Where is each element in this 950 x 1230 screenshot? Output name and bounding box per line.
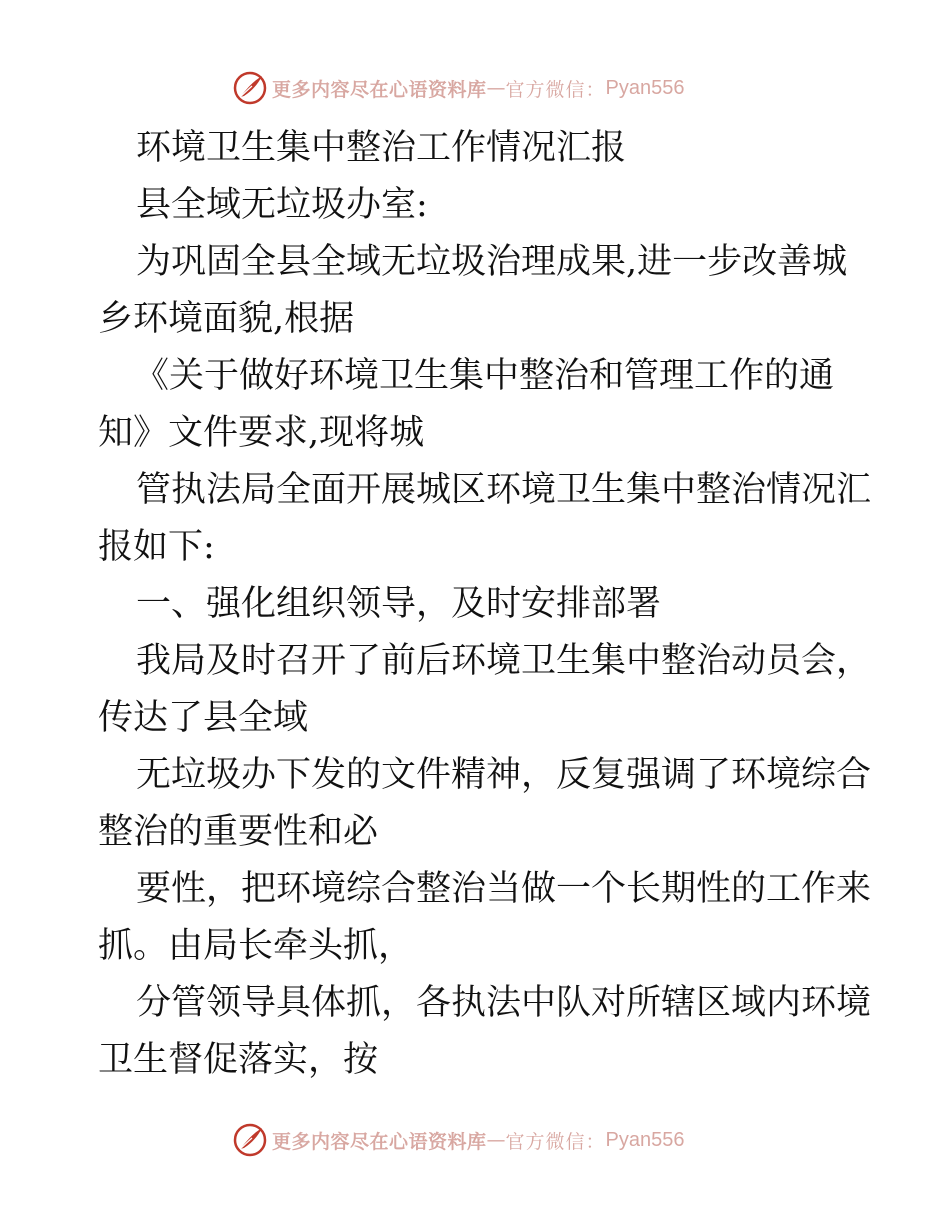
paragraph-line: 为巩固全县全域无垃圾治理成果,进一步改善城: [136, 242, 848, 282]
paragraph-line: 知》文件要求,现将城: [98, 413, 425, 453]
document-addressee: 县全域无垃圾办室:: [136, 185, 428, 225]
watermark-wechat-id: Pyan556: [605, 76, 685, 99]
watermark-separator: —: [486, 1129, 506, 1151]
paragraph-line: 管执法局全面开展城区环境卫生集中整治情况汇: [136, 470, 872, 510]
document-body: [98, 120, 872, 1089]
watermark-wechat-label: 官方微信：: [505, 78, 606, 101]
section-heading: 一、强化组织领导，及时安排部署: [136, 584, 662, 624]
paragraph-line: 整治的重要性和必: [98, 812, 379, 852]
watermark-separator: —: [486, 77, 506, 99]
document-title: 环境卫生集中整治工作情况汇报: [136, 128, 627, 168]
paragraph-line: 抓。由局长牵头抓，: [98, 926, 414, 966]
watermark-brand: 更多内容尽在心语资料库: [272, 78, 487, 101]
watermark-banner-top: [232, 70, 685, 106]
watermark-brand: 更多内容尽在心语资料库: [272, 1130, 487, 1153]
watermark-banner-bottom: [232, 1122, 685, 1158]
watermark-wechat-label: 官方微信：: [505, 1130, 606, 1153]
paragraph-line: 传达了县全域: [98, 698, 309, 738]
feather-pen-icon: [232, 1122, 268, 1158]
paragraph-line: 乡环境面貌,根据: [98, 299, 355, 339]
paragraph-line: 无垃圾办下发的文件精神，反复强调了环境综合: [136, 755, 872, 795]
feather-pen-icon: [232, 70, 268, 106]
paragraph-line: 要性，把环境综合整治当做一个长期性的工作来: [136, 869, 872, 909]
paragraph-line: 我局及时召开了前后环境卫生集中整治动员会，: [136, 641, 872, 681]
paragraph-line: 《关于做好环境卫生集中整治和管理工作的通: [134, 356, 835, 396]
watermark-wechat-id: Pyan556: [605, 1128, 685, 1151]
paragraph-line: 报如下:: [98, 527, 215, 567]
paragraph-line: 分管领导具体抓，各执法中队对所辖区域内环境: [136, 983, 872, 1023]
paragraph-line: 卫生督促落实，按: [98, 1040, 379, 1080]
